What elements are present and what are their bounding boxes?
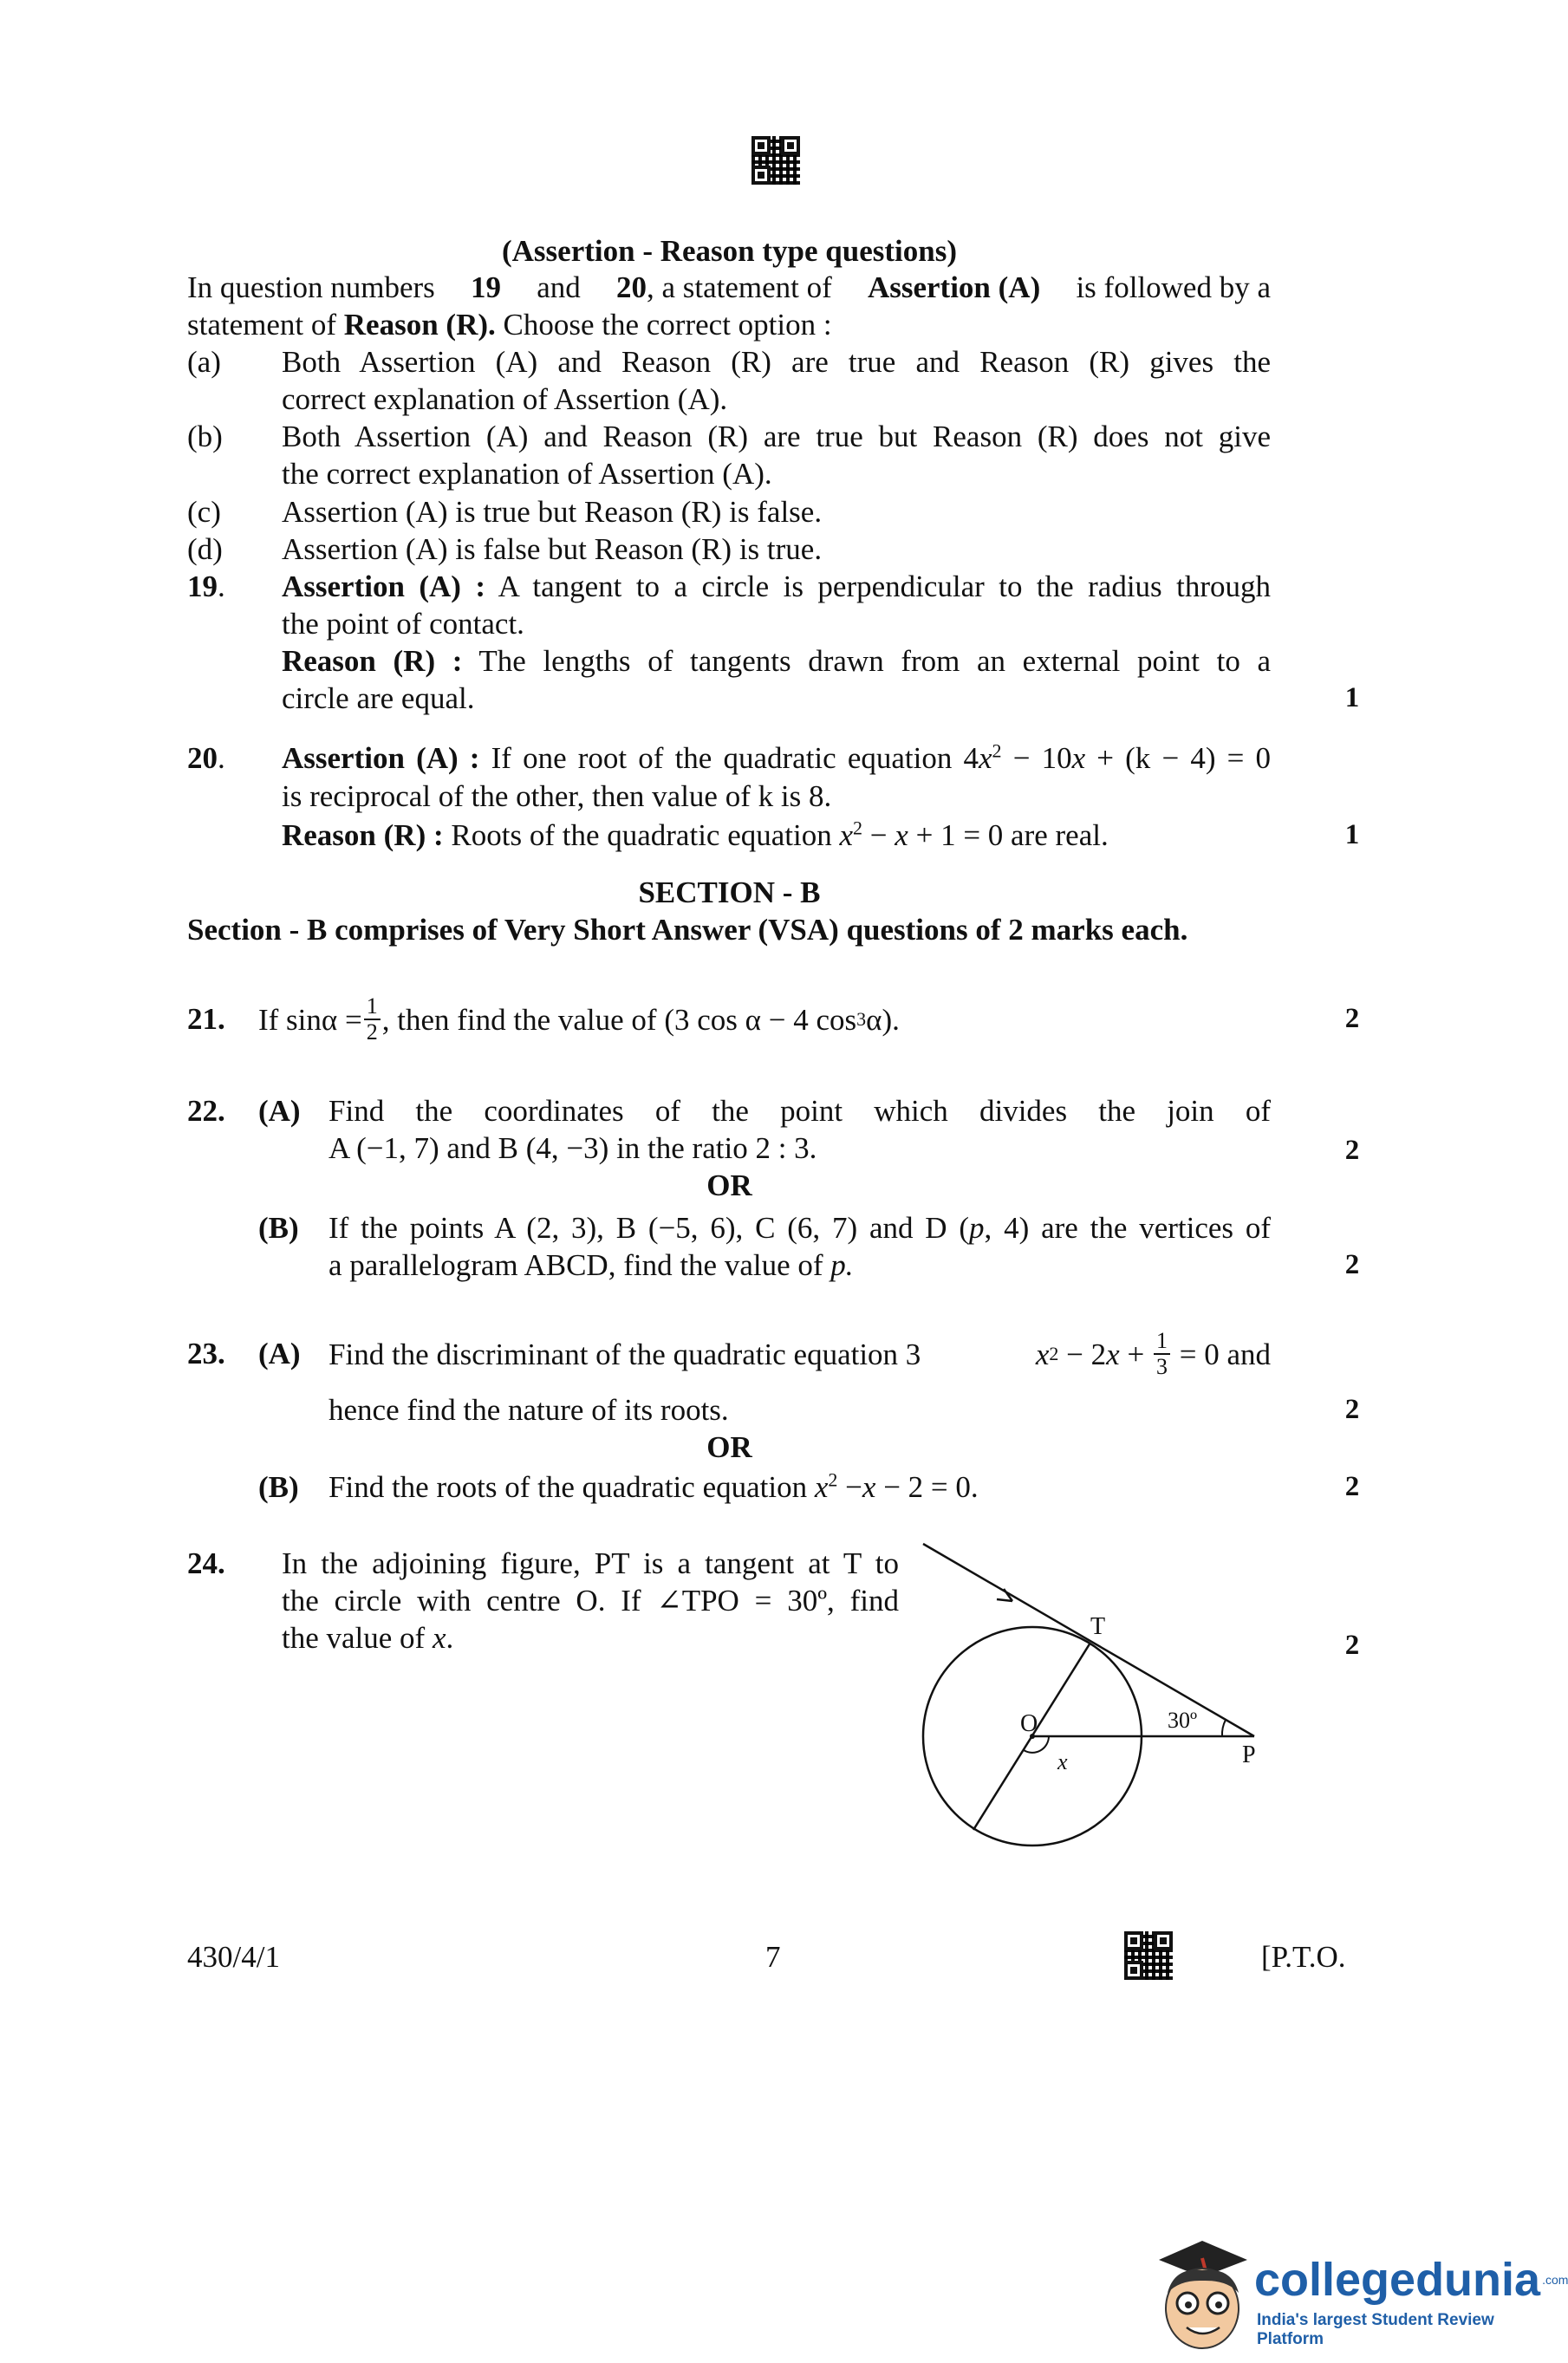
q21-text: If sinα = $\frac{1}{2}$ , then find the value of (3 cos α − 4 cos 3 α). (258, 993, 900, 1045)
q22-a-label: (A) (258, 1094, 301, 1128)
q23-var: x (1035, 1337, 1050, 1371)
q23-a-expr: x 2 − 2 x + $\frac{1}{3}$ = 0 and (1035, 1328, 1271, 1379)
q20-var: x (895, 818, 908, 852)
q21-text-c: α). (866, 1002, 900, 1037)
q19-dot: . (218, 570, 225, 603)
q22-a-marks: 2 (1344, 1135, 1360, 1166)
q20-text: + (k − 4) = 0 (1085, 741, 1272, 775)
angle-arc-30 (1222, 1720, 1226, 1736)
q19-assertion-text: A tangent to a circle is perpendicular to the radius through (498, 570, 1271, 603)
q24-line-3 (282, 1619, 453, 1657)
q21-text-b: , then find the value of (3 cos α − 4 cos (381, 1002, 857, 1037)
q22-b-text: a parallelogram ABCD, find the value of (329, 1248, 831, 1282)
q19-reason-line-2: circle are equal. (282, 681, 475, 715)
brand-suffix: .com (1542, 2273, 1568, 2287)
option-text: Assertion (A) is false but Reason (R) is true. (282, 532, 823, 566)
q20-reason-line (282, 817, 1109, 854)
q21-number: 21. (187, 1002, 225, 1036)
intro-text: , a statement of (646, 270, 832, 304)
q20-text: − (862, 818, 895, 852)
intro-text (616, 269, 832, 306)
section-b-subtitle: Section - B comprises of Very Short Answer (VSA) questions of 2 marks each. (187, 913, 1188, 947)
option-text: Assertion (A) is true but Reason (R) is false. (282, 495, 823, 529)
q20-reason-label: Reason (R) : (282, 818, 444, 852)
q23-a-text: = 0 and (1171, 1337, 1271, 1371)
eye-left (1185, 2301, 1192, 2308)
q23-var: x (814, 1470, 829, 1504)
brand-name (1254, 2254, 1568, 2306)
q19-assertion-line-2: the point of contact. (282, 607, 524, 641)
q22-var-p: p. (830, 1248, 854, 1282)
q20-assertion-line-1 (282, 739, 1271, 777)
q20-assertion-line-2: is reciprocal of the other, then value of k is 8. (282, 779, 832, 813)
q22-b-text: , 4) are the vertices of (984, 1211, 1271, 1245)
q23-fraction (1154, 1329, 1170, 1379)
q19-reason-text: The lengths of tangents drawn from an external point to a (478, 644, 1271, 678)
q23-b-line (329, 1468, 979, 1506)
tangent-circle-figure (910, 1530, 1326, 1877)
q19-number: 19 (187, 570, 218, 603)
q23-var: x (1106, 1337, 1120, 1371)
label-angle-30: 30º (1168, 1708, 1198, 1733)
q24-text: the value of (282, 1621, 433, 1655)
q23-a-text: Find the discriminant of the quadratic equation 3 (329, 1337, 921, 1371)
q20-text: Roots of the quadratic equation (451, 818, 840, 852)
q23-b-label: (B) (258, 1470, 299, 1504)
q23-a-text: + (1119, 1337, 1152, 1371)
fraction-numerator: 1 (364, 994, 381, 1020)
q22-b-line-1 (329, 1209, 1271, 1247)
pto-label: [P.T.O. (1261, 1940, 1346, 1974)
q23-or: OR (706, 1430, 752, 1464)
q23-a-line-1 (329, 1321, 1271, 1387)
option-text: correct explanation of Assertion (A). (282, 382, 728, 416)
intro-text: In question numbers (187, 270, 435, 304)
qr-code-footer (1124, 1931, 1173, 1980)
brand-text: collegedunia (1254, 2254, 1541, 2306)
q24-text: . (446, 1621, 454, 1655)
intro-reason: Reason (R). (343, 308, 496, 342)
q22-b-label: (B) (258, 1211, 299, 1245)
page-number: 7 (765, 1940, 781, 1974)
qr-code-top (751, 136, 800, 185)
intro-line-1 (187, 269, 1271, 306)
q20-text: − 10 (1001, 741, 1072, 775)
label-p: P (1242, 1741, 1256, 1768)
q22-b-text: If the points A (2, 3), B (−5, 6), C (6, 7) and D ( (329, 1211, 970, 1245)
mascot-logo-icon (1148, 2232, 1252, 2358)
q22-a-line-2: A (−1, 7) and B (4, −3) in the ratio 2 : 3. (329, 1131, 817, 1165)
q23-var: x (862, 1470, 876, 1504)
intro-text: and (537, 270, 581, 304)
q22-a-line-1: Find the coordinates of the point which divides the join of (329, 1094, 1271, 1128)
q19-reason-line-1 (282, 642, 1271, 680)
q23-number: 23. (187, 1337, 225, 1370)
q24-line-2: the circle with centre O. If ∠TPO = 30º, find (282, 1584, 899, 1618)
fraction-denominator: 3 (1155, 1354, 1168, 1379)
q24-line-1: In the adjoining figure, PT is a tangent at T to (282, 1546, 899, 1580)
section-b-title: SECTION - B (638, 876, 821, 909)
q24-marks: 2 (1344, 1630, 1360, 1661)
option-label: (b) (187, 420, 223, 453)
intro-q19: 19 (471, 270, 501, 304)
option-label: (d) (187, 532, 223, 566)
tangent-line-pt (923, 1544, 1254, 1736)
q20-dot: . (218, 741, 225, 775)
q20-text: If one root of the quadratic equation 4 (491, 741, 979, 775)
q22-var-p: p (969, 1211, 985, 1245)
q23-b-text: − 2 = 0. (875, 1470, 979, 1504)
intro-line-2 (187, 306, 832, 343)
q19-assertion-line-1 (282, 568, 1271, 605)
intro-q20: 20 (615, 270, 647, 304)
q23-b-text: Find the roots of the quadratic equation (329, 1470, 815, 1504)
q21-marks: 2 (1344, 1003, 1360, 1034)
q22-or: OR (706, 1168, 752, 1202)
eye-right (1215, 2301, 1222, 2308)
q23-a-label: (A) (258, 1337, 301, 1370)
option-text: Both Assertion (A) and Reason (R) are true and Reason (R) gives the (282, 345, 1271, 379)
intro-assertion: Assertion (A) (867, 270, 1041, 304)
q23-b-text: − (837, 1470, 862, 1504)
label-x: x (1057, 1749, 1068, 1774)
q20-marks: 1 (1344, 819, 1360, 850)
option-label: (c) (187, 495, 221, 529)
q22-b-line-2 (329, 1247, 854, 1284)
q22-b-marks: 2 (1344, 1249, 1360, 1280)
q20-text: + 1 = 0 are real. (908, 818, 1109, 852)
label-o: O (1020, 1710, 1038, 1737)
q23-b-marks: 2 (1344, 1471, 1360, 1502)
q24-var-x: x (432, 1621, 446, 1655)
option-label: (a) (187, 345, 221, 379)
q20-assertion-label: Assertion (A) : (282, 741, 480, 775)
q19-assertion-label: Assertion (A) : (282, 570, 486, 603)
option-text: Both Assertion (A) and Reason (R) are true but Reason (R) does not give (282, 420, 1271, 453)
label-t: T (1090, 1613, 1106, 1640)
q23-a-text: − 2 (1058, 1337, 1107, 1371)
q20-var: x (839, 818, 854, 852)
q22-number: 22. (187, 1094, 225, 1128)
q20-number: 20 (187, 741, 218, 775)
q20-var: x (1071, 741, 1086, 775)
q23-a-marks: 2 (1344, 1394, 1360, 1425)
q19-marks: 1 (1344, 682, 1360, 713)
fraction-denominator: 2 (366, 1019, 378, 1045)
intro-text: is followed by a (1076, 270, 1271, 304)
q20-exp: 2 (853, 817, 863, 839)
section-heading: (Assertion - Reason type questions) (502, 234, 957, 268)
question-number (187, 739, 225, 777)
q21-fraction (364, 994, 381, 1045)
q20-exp: 2 (992, 739, 1002, 762)
q20-var: x (979, 741, 992, 775)
fraction-numerator: 1 (1154, 1329, 1170, 1355)
q24-number: 24. (187, 1546, 225, 1580)
brand-tagline: India's largest Student Review Platform (1257, 2311, 1494, 2348)
paper-code: 430/4/1 (187, 1940, 280, 1974)
q21-text-a: If sinα = (258, 1002, 362, 1037)
intro-text: statement of (187, 308, 337, 342)
q23-a-line-2: hence find the nature of its roots. (329, 1393, 729, 1427)
option-text: the correct explanation of Assertion (A). (282, 457, 772, 491)
intro-text: Choose the correct option : (503, 308, 832, 342)
q19-reason-label: Reason (R) : (282, 644, 463, 678)
q23-exp: 2 (828, 1468, 838, 1491)
question-number (187, 568, 225, 605)
